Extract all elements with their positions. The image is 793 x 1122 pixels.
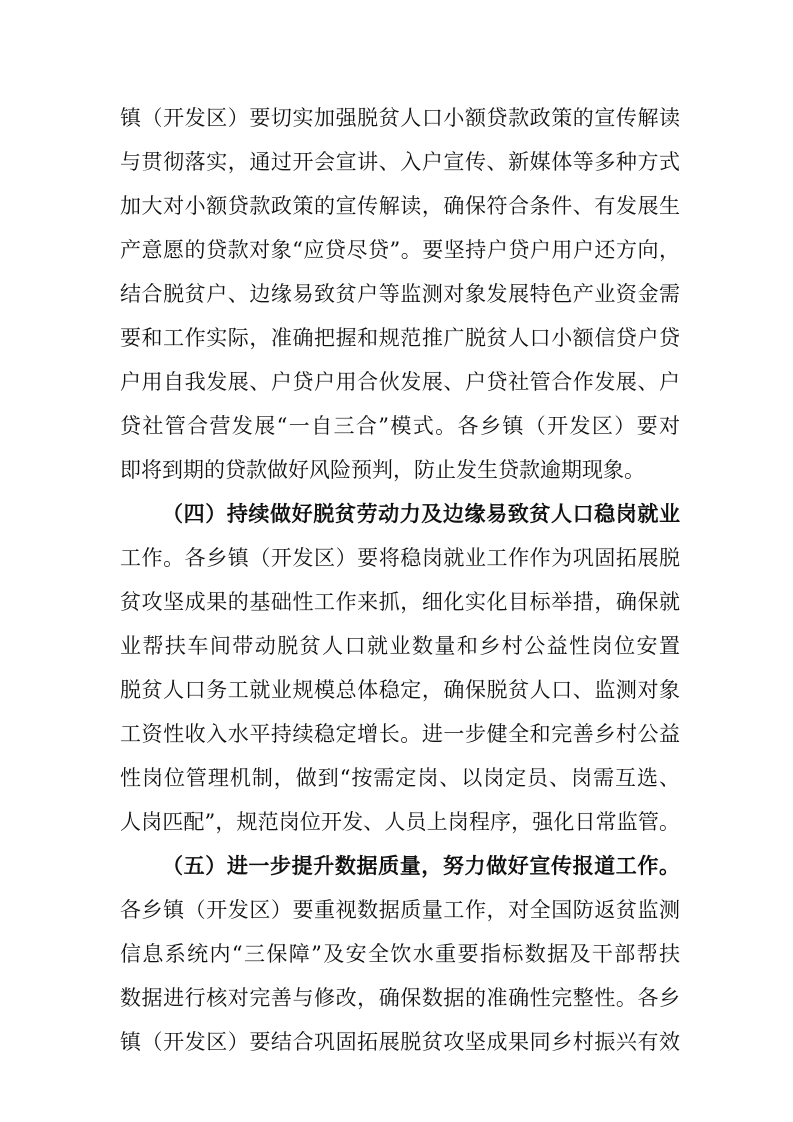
body-text-line: 工作。各乡镇（开发区）要将稳岗就业工作作为巩固拓展脱 [120,546,680,570]
body-text-line: 即将到期的贷款做好风险预判，防止发生贷款逾期现象。 [120,458,645,482]
section-4-heading: （四）持续做好脱贫劳动力及边缘易致贫人口稳岗就业 [162,501,680,526]
body-text-line: 性岗位管理机制，做到“按需定岗、以岗定员、岗需互选、 [120,766,680,790]
body-text-line: 镇（开发区）要结合巩固拓展脱贫攻坚成果同乡村振兴有效 [120,1030,680,1054]
body-text-line: 业帮扶车间带动脱贫人口就业数量和乡村公益性岗位安置 [120,634,680,658]
section-5-heading: （五）进一步提升数据质量，努力做好宣传报道工作。 [162,853,680,878]
body-text-line: 贫攻坚成果的基础性工作来抓，细化实化目标举措，确保就 [120,590,680,614]
body-text-line: 工资性收入水平持续稳定增长。进一步健全和完善乡村公益 [120,722,680,746]
body-text-line: 要和工作实际，准确把握和规范推广脱贫人口小额信贷户贷 [120,326,680,350]
body-text-line: 结合脱贫户、边缘易致贫户等监测对象发展特色产业资金需 [120,282,680,306]
body-text-line: 数据进行核对完善与修改，确保数据的准确性完整性。各乡 [120,986,680,1010]
body-text-line: 加大对小额贷款政策的宣传解读，确保符合条件、有发展生 [120,194,680,218]
body-text-line: 与贯彻落实，通过开会宣讲、入户宣传、新媒体等多种方式 [120,150,680,174]
body-text-line: 人岗匹配”，规范岗位开发、人员上岗程序，强化日常监管。 [120,810,680,834]
body-text-line: 镇（开发区）要切实加强脱贫人口小额贷款政策的宣传解读 [120,106,680,130]
body-text-line: 脱贫人口务工就业规模总体稳定，确保脱贫人口、监测对象 [120,678,680,702]
body-text-line: 户用自我发展、户贷户用合伙发展、户贷社管合作发展、户 [120,370,680,394]
body-text-line: 贷社管合营发展“一自三合”模式。各乡镇（开发区）要对 [120,414,680,438]
body-text-line: 产意愿的贷款对象“应贷尽贷”。要坚持户贷户用户还方向， [120,238,680,262]
body-text-line: 信息系统内“三保障”及安全饮水重要指标数据及干部帮扶 [120,942,680,966]
body-text-line: 各乡镇（开发区）要重视数据质量工作，对全国防返贫监测 [120,898,680,922]
